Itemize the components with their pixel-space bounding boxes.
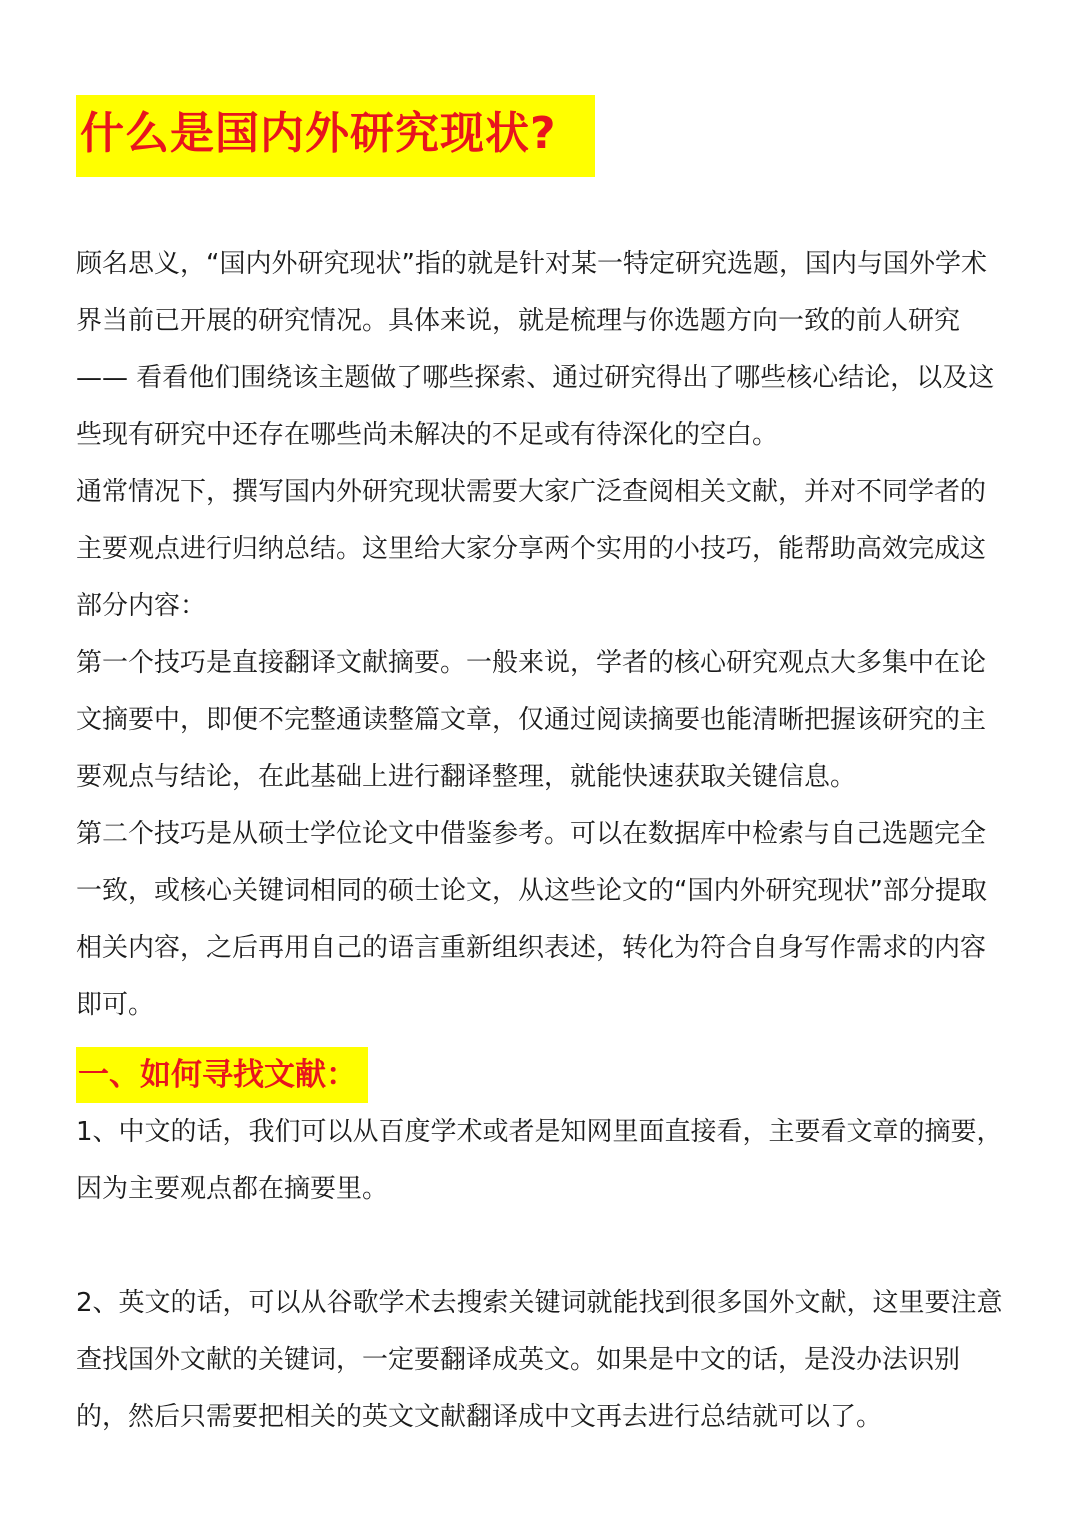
section-heading: 一、如何寻找文献： xyxy=(78,1057,357,1093)
list-item: 1、中文的话，我们可以从百度学术或者是知网里面直接看，主要看文章的摘要，因为主要观点都在摘要里。 xyxy=(76,1117,1003,1204)
list-item: 2、英文的话，可以从谷歌学术去搜索关键词就能找到很多国外文献，这里要注意查找国外文献的关键词，一定要翻译成英文。如果是中文的话，是没办法识别的，然后只需要把相关的英文文献翻译成中文再去进行总结就可以了。 xyxy=(76,1288,1003,1432)
paragraph-tip-one: 第一个技巧是直接翻译文献摘要。一般来说，学者的核心研究观点大多集中在论文摘要中，即便不完整通读整篇文章，仅通过阅读摘要也能清晰把握该研究的主要观点与结论，在此基础上进行翻译整理，就能快速获取关键信息。 xyxy=(76,648,987,792)
method-list xyxy=(76,1104,1006,1446)
intro-body xyxy=(76,236,1006,1034)
page-title: 什么是国内外研究现状? xyxy=(80,108,557,159)
paragraph-definition: 顾名思义，“国内外研究现状”指的就是针对某一特定研究选题，国内与国外学术界当前已开展的研究情况。具体来说，就是梳理与你选题方向一致的前人研究 —— 看看他们围绕该主题做了哪些探索、通过研究得出了哪些核心结论，以及这些现有研究中还存在哪些尚未解决的不足或有待深化的空白。 xyxy=(76,249,995,450)
paragraph-tip-two: 第二个技巧是从硕士学位论文中借鉴参考。可以在数据库中检索与自己选题完全一致，或核心关键词相同的硕士论文，从这些论文的“国内外研究现状”部分提取相关内容，之后再用自己的语言重新组织表述，转化为符合自身写作需求的内容即可。 xyxy=(76,819,987,1020)
paragraph-usual-practice: 通常情况下，撰写国内外研究现状需要大家广泛查阅相关文献，并对不同学者的主要观点进行归纳总结。这里给大家分享两个实用的小技巧，能帮助高效完成这部分内容： xyxy=(76,477,987,621)
